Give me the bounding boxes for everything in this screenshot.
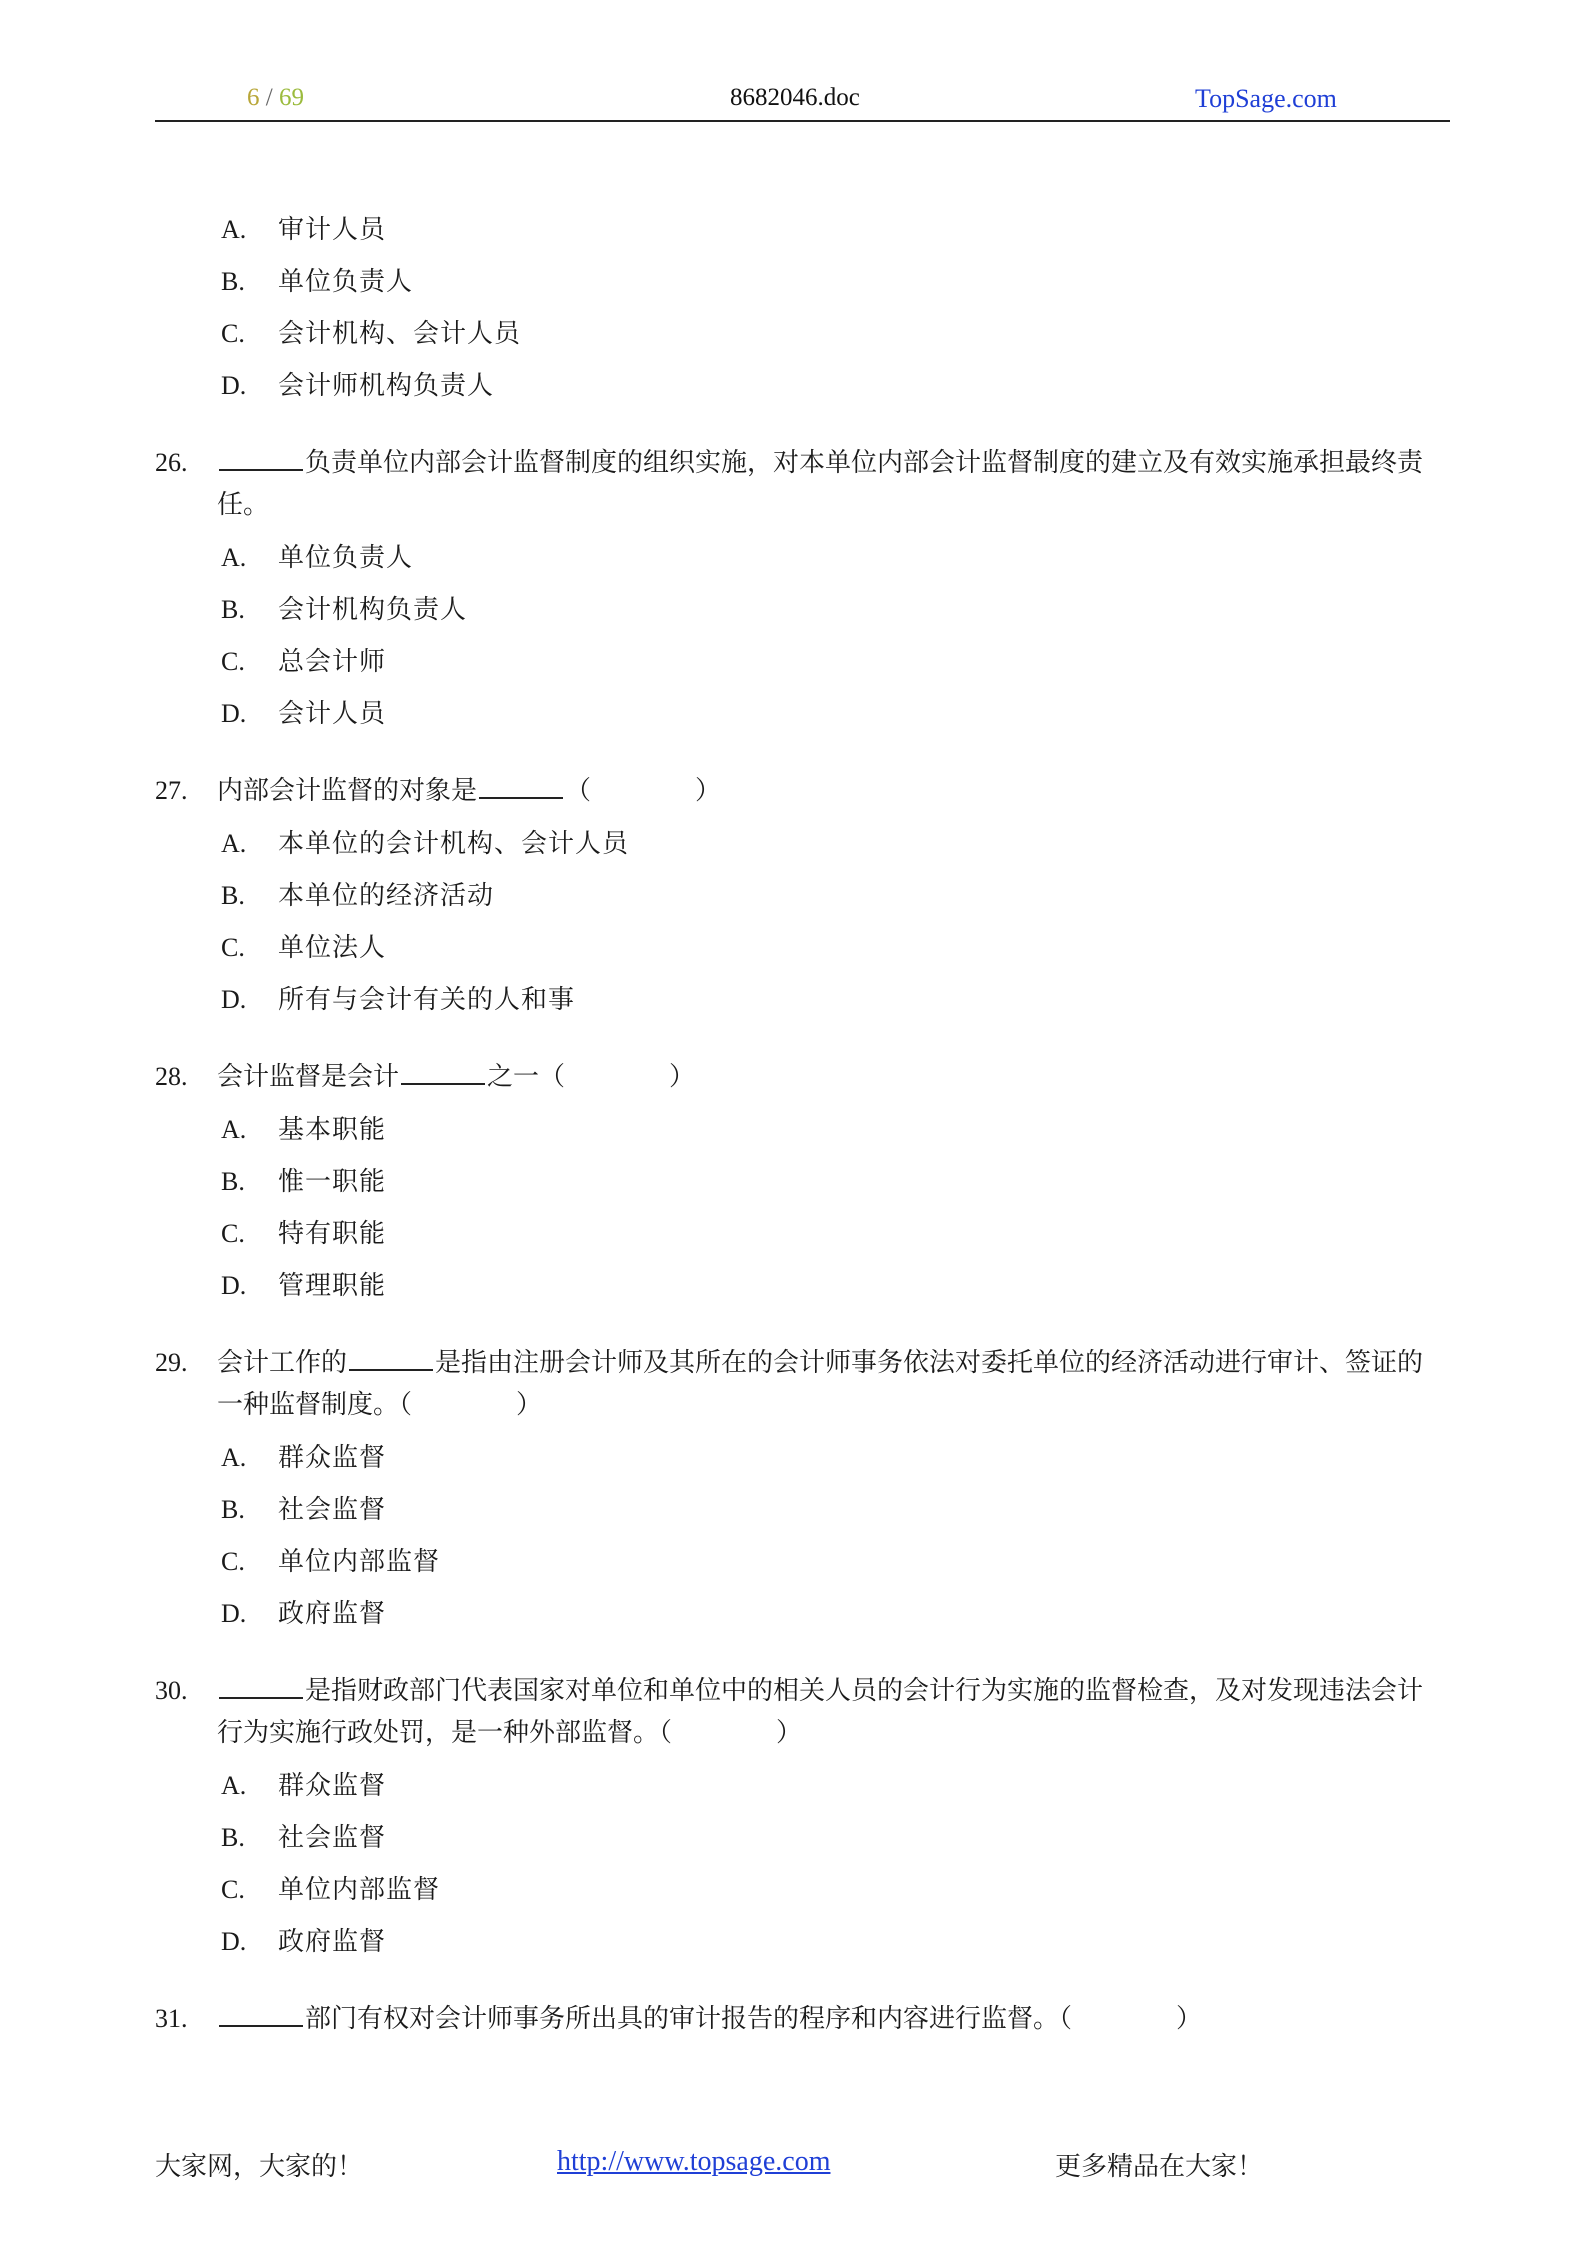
option-text: 管理职能 [278, 1271, 387, 1301]
stem-text-after: （ ） [565, 776, 722, 806]
option-label: B. [221, 1823, 245, 1852]
page-separator: / [265, 84, 273, 111]
option-label: B. [221, 1167, 245, 1196]
question-stem [217, 1056, 1445, 1098]
option-label: C. [221, 1875, 245, 1904]
option-text: 单位法人 [278, 933, 387, 963]
option-text: 本单位的经济活动 [278, 881, 495, 911]
option-item [155, 588, 1445, 640]
option-item [155, 874, 1445, 926]
stem-text-after: 是指财政部门代表国家对单位和单位中的相关人员的会计行为实施的监督检查，及对发现违法会计行为实施行政处罚，是一种外部监督。（ ） [217, 1676, 1424, 1748]
question-block [155, 1998, 1445, 2040]
footer-url-link[interactable]: http://www.topsage.com [557, 2146, 831, 2177]
document-filename: 8682046.doc [730, 84, 860, 111]
fill-blank [349, 1343, 433, 1371]
stem-text-before: 会计监督是会计 [217, 1062, 400, 1092]
option-item [155, 822, 1445, 874]
option-item [155, 640, 1445, 692]
question-number: 27. [155, 776, 188, 805]
question-stem [217, 770, 1445, 812]
option-text: 社会监督 [278, 1495, 387, 1525]
option-item [155, 1920, 1445, 1972]
option-text: 单位内部监督 [278, 1547, 441, 1577]
option-item [155, 1488, 1445, 1540]
option-text: 特有职能 [278, 1219, 387, 1249]
question-number: 31. [155, 2004, 188, 2033]
option-label: C. [221, 933, 245, 962]
option-label: D. [221, 985, 247, 1014]
option-item [155, 692, 1445, 744]
option-label: B. [221, 1495, 245, 1524]
option-text: 群众监督 [278, 1443, 387, 1473]
stem-text-before: 内部会计监督的对象是 [217, 776, 478, 806]
option-text: 单位内部监督 [278, 1875, 441, 1905]
option-text: 本单位的会计机构、会计人员 [278, 829, 630, 859]
option-text: 单位负责人 [278, 543, 414, 573]
header-site-link[interactable]: TopSage.com [1195, 84, 1337, 113]
option-item [155, 312, 1445, 364]
option-text: 会计人员 [278, 699, 387, 729]
fill-blank [401, 1057, 485, 1085]
question-number: 29. [155, 1348, 188, 1377]
option-text: 单位负责人 [278, 267, 414, 297]
option-label: A. [221, 543, 247, 572]
fill-blank [219, 1671, 303, 1699]
question-options [155, 1108, 1445, 1316]
stem-text-after: 负责单位内部会计监督制度的组织实施，对本单位内部会计监督制度的建立及有效实施承担最终责任。 [217, 448, 1424, 520]
option-text: 基本职能 [278, 1115, 387, 1145]
page-current: 6 [247, 84, 260, 111]
stem-text-after: 是指由注册会计师及其所在的会计师事务依法对委托单位的经济活动进行审计、签证的一种监督制度。（ ） [217, 1348, 1424, 1420]
option-item [155, 1540, 1445, 1592]
option-text: 会计机构负责人 [278, 595, 468, 625]
option-text: 审计人员 [278, 215, 387, 245]
question-block [155, 1670, 1445, 1972]
document-body [155, 198, 1445, 2040]
page-number [247, 84, 304, 112]
option-item [155, 1212, 1445, 1264]
question-stem-line [155, 1998, 1445, 2040]
option-label: D. [221, 1271, 247, 1300]
question-stem-line [155, 442, 1445, 526]
option-label: B. [221, 881, 245, 910]
fill-blank [219, 1999, 303, 2027]
question-stem-line [155, 770, 1445, 812]
option-item [155, 208, 1445, 260]
option-label: B. [221, 267, 245, 296]
fill-blank [219, 443, 303, 471]
option-item [155, 1264, 1445, 1316]
option-text: 所有与会计有关的人和事 [278, 985, 576, 1015]
question-options [155, 1764, 1445, 1972]
question-stem [217, 1998, 1445, 2040]
page-footer [155, 2146, 1445, 2186]
option-label: D. [221, 699, 247, 728]
stem-text-after: 部门有权对会计师事务所出具的审计报告的程序和内容进行监督。（ ） [305, 2004, 1203, 2034]
option-label: D. [221, 371, 247, 400]
option-item [155, 1816, 1445, 1868]
option-text: 总会计师 [278, 647, 387, 677]
option-item [155, 1436, 1445, 1488]
option-label: A. [221, 829, 247, 858]
option-text: 群众监督 [278, 1771, 387, 1801]
question-options [155, 1436, 1445, 1644]
option-item [155, 1868, 1445, 1920]
option-text: 社会监督 [278, 1823, 387, 1853]
option-label: C. [221, 319, 245, 348]
option-text: 会计机构、会计人员 [278, 319, 522, 349]
option-item [155, 926, 1445, 978]
question-block [155, 442, 1445, 744]
option-text: 惟一职能 [278, 1167, 387, 1197]
question-stem-line [155, 1056, 1445, 1098]
option-label: B. [221, 595, 245, 624]
question-stem [217, 442, 1445, 526]
option-label: A. [221, 215, 247, 244]
option-label: A. [221, 1443, 247, 1472]
option-label: A. [221, 1115, 247, 1144]
option-label: C. [221, 1219, 245, 1248]
option-item [155, 1764, 1445, 1816]
question-block [155, 1056, 1445, 1316]
question-stem [217, 1342, 1445, 1426]
option-item [155, 1160, 1445, 1212]
option-item [155, 364, 1445, 416]
stem-text-after: 之一（ ） [487, 1062, 696, 1092]
fill-blank [479, 771, 563, 799]
option-text: 政府监督 [278, 1927, 387, 1957]
question-stem [217, 1670, 1445, 1754]
option-item [155, 1592, 1445, 1644]
question-options [155, 822, 1445, 1030]
option-label: D. [221, 1927, 247, 1956]
question-block [155, 1342, 1445, 1644]
option-label: A. [221, 1771, 247, 1800]
option-item [155, 536, 1445, 588]
option-item [155, 978, 1445, 1030]
option-text: 政府监督 [278, 1599, 387, 1629]
option-item [155, 1108, 1445, 1160]
page-header [155, 78, 1450, 122]
footer-slogan-right: 更多精品在大家！ [1055, 2152, 1264, 2182]
question-options [155, 536, 1445, 744]
option-item [155, 260, 1445, 312]
option-label: C. [221, 1547, 245, 1576]
footer-slogan-left: 大家网，大家的！ [155, 2152, 364, 2182]
option-label: D. [221, 1599, 247, 1628]
question-number: 30. [155, 1676, 188, 1705]
question-stem-line [155, 1342, 1445, 1426]
question-number: 26. [155, 448, 188, 477]
question-stem-line [155, 1670, 1445, 1754]
question-block [155, 770, 1445, 1030]
option-text: 会计师机构负责人 [278, 371, 495, 401]
question-number: 28. [155, 1062, 188, 1091]
page-total: 69 [278, 84, 304, 111]
stem-text-before: 会计工作的 [217, 1348, 348, 1378]
continued-options [155, 208, 1445, 416]
option-label: C. [221, 647, 245, 676]
question-list [155, 442, 1445, 2040]
